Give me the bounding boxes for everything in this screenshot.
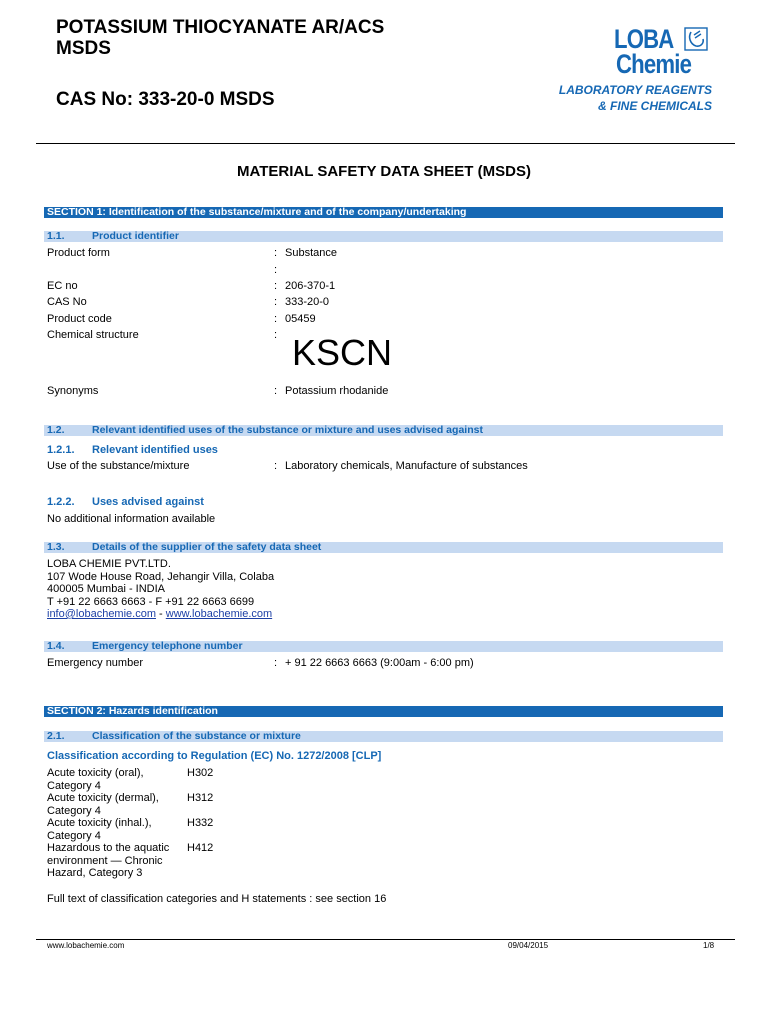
classification-name-line: Acute toxicity (oral),	[47, 767, 144, 779]
footer-divider	[36, 939, 735, 940]
classification-name	[47, 817, 177, 842]
subsection-number: 1.1.	[47, 230, 65, 242]
logo-text-loba: LOBA	[614, 24, 674, 54]
hazard-code: H412	[187, 842, 214, 854]
tagline-line-2: & FINE CHEMICALS	[598, 99, 712, 113]
cas-title: CAS No: 333-20-0 MSDS	[56, 89, 275, 110]
field-value: 206-370-1	[285, 280, 336, 292]
field-colon: :	[274, 313, 278, 325]
field-colon: :	[274, 329, 278, 341]
classification-name-line: Hazard, Category 3	[47, 867, 143, 879]
subsection-title: Product identifier	[92, 230, 179, 242]
subsection-number: 1.3.	[47, 541, 65, 553]
classification-name-line: Category 4	[47, 829, 101, 842]
classification-name-line: Category 4	[47, 804, 101, 817]
classification-name	[47, 767, 177, 792]
field-value: Substance	[285, 247, 337, 259]
field-label: Product code	[47, 313, 112, 325]
field-colon: :	[274, 247, 278, 259]
field-colon: :	[274, 280, 278, 292]
classification-name-line: Hazardous to the aquatic	[47, 842, 170, 854]
field-label: Chemical structure	[47, 329, 139, 341]
field-value: Laboratory chemicals, Manufacture of substances	[285, 460, 528, 472]
subsection-number: 1.4.	[47, 640, 65, 652]
msds-heading: MATERIAL SAFETY DATA SHEET (MSDS)	[237, 163, 531, 180]
supplier-email-link[interactable]: info@lobachemie.com	[47, 608, 156, 620]
classification-name-line: environment — Chronic	[47, 854, 163, 867]
flask-logo-icon	[684, 27, 708, 51]
subsection-title: Classification of the substance or mixture	[92, 730, 301, 742]
link-separator: -	[156, 608, 166, 620]
full-text-note: Full text of classification categories and H statements : see section 16	[47, 893, 387, 905]
tagline-line-1: LABORATORY REAGENTS	[558, 83, 712, 97]
field-value: 333-20-0	[285, 296, 330, 308]
classification-name-line: Category 4	[47, 779, 101, 792]
subsection-1-2-1-heading	[44, 444, 723, 457]
classification-name	[47, 842, 177, 880]
field-value: Potassium rhodanide	[285, 385, 389, 397]
supplier-website-link[interactable]: www.lobachemie.com	[165, 608, 273, 620]
field-colon: :	[274, 296, 278, 308]
supplier-phone: T +91 22 6663 6663 - F +91 22 6663 6699	[47, 596, 255, 608]
title-line-2: MSDS	[56, 38, 111, 59]
footer-page-number: 1/8	[703, 941, 715, 950]
subsection-number: 1.2.2.	[47, 496, 75, 508]
subsection-title: Emergency telephone number	[92, 640, 243, 652]
field-colon: :	[274, 657, 278, 669]
logo-text-chemie: Chemie	[616, 49, 692, 79]
chemical-structure-formula: KSCN	[292, 332, 393, 373]
field-colon: :	[274, 460, 278, 472]
footer-website: www.lobachemie.com	[47, 941, 125, 950]
footer-date: 09/04/2015	[508, 941, 549, 950]
subsection-1-3-bar	[44, 542, 723, 553]
loba-chemie-logo	[614, 24, 714, 82]
header-divider	[36, 143, 735, 144]
subsection-number: 1.2.1.	[47, 444, 75, 456]
subsection-number: 1.2.	[47, 424, 65, 436]
subsection-number: 2.1.	[47, 730, 65, 742]
supplier-address: 107 Wode House Road, Jehangir Villa, Colaba	[47, 571, 275, 583]
supplier-city: 400005 Mumbai - INDIA	[47, 583, 165, 595]
classification-name	[47, 792, 177, 817]
title-line-1: POTASSIUM THIOCYANATE AR/ACS	[56, 17, 385, 38]
clp-classification-heading: Classification according to Regulation (EC) No. 1272/2008 [CLP]	[47, 750, 382, 762]
subsection-title: Uses advised against	[92, 496, 204, 508]
subsection-1-2-2-heading	[44, 496, 723, 509]
subsection-title: Details of the supplier of the safety data sheet	[92, 541, 322, 553]
classification-name-line: Acute toxicity (dermal),	[47, 792, 159, 804]
hazard-code: H302	[187, 767, 214, 779]
hazard-code: H332	[187, 817, 214, 829]
field-colon: :	[274, 385, 278, 397]
field-label: Product form	[47, 247, 110, 259]
subsection-1-4-bar	[44, 641, 723, 652]
field-value: + 91 22 6663 6663 (9:00am - 6:00 pm)	[285, 657, 474, 669]
subsection-1-2-bar	[44, 425, 723, 436]
field-colon: :	[274, 264, 278, 276]
subsection-title: Relevant identified uses of the substance or mixture and uses advised against	[92, 424, 483, 436]
field-value: 05459	[285, 313, 316, 325]
subsection-title: Relevant identified uses	[92, 444, 218, 456]
section-1-bar: SECTION 1: Identification of the substance/mixture and of the company/undertaking	[44, 207, 723, 218]
document-title	[56, 17, 384, 59]
supplier-name: LOBA CHEMIE PVT.LTD.	[47, 558, 171, 570]
field-label: EC no	[47, 280, 78, 292]
classification-name-line: Acute toxicity (inhal.),	[47, 817, 152, 829]
field-label: CAS No	[47, 296, 87, 308]
field-label: Emergency number	[47, 657, 143, 669]
hazard-code: H312	[187, 792, 214, 804]
field-label: Synonyms	[47, 385, 99, 397]
subsection-1-1-bar	[44, 231, 723, 242]
field-label: Use of the substance/mixture	[47, 460, 190, 472]
section-2-bar: SECTION 2: Hazards identification	[44, 706, 723, 717]
supplier-contact-links	[47, 608, 272, 621]
uses-advised-text: No additional information available	[47, 513, 216, 525]
subsection-2-1-bar	[44, 731, 723, 742]
